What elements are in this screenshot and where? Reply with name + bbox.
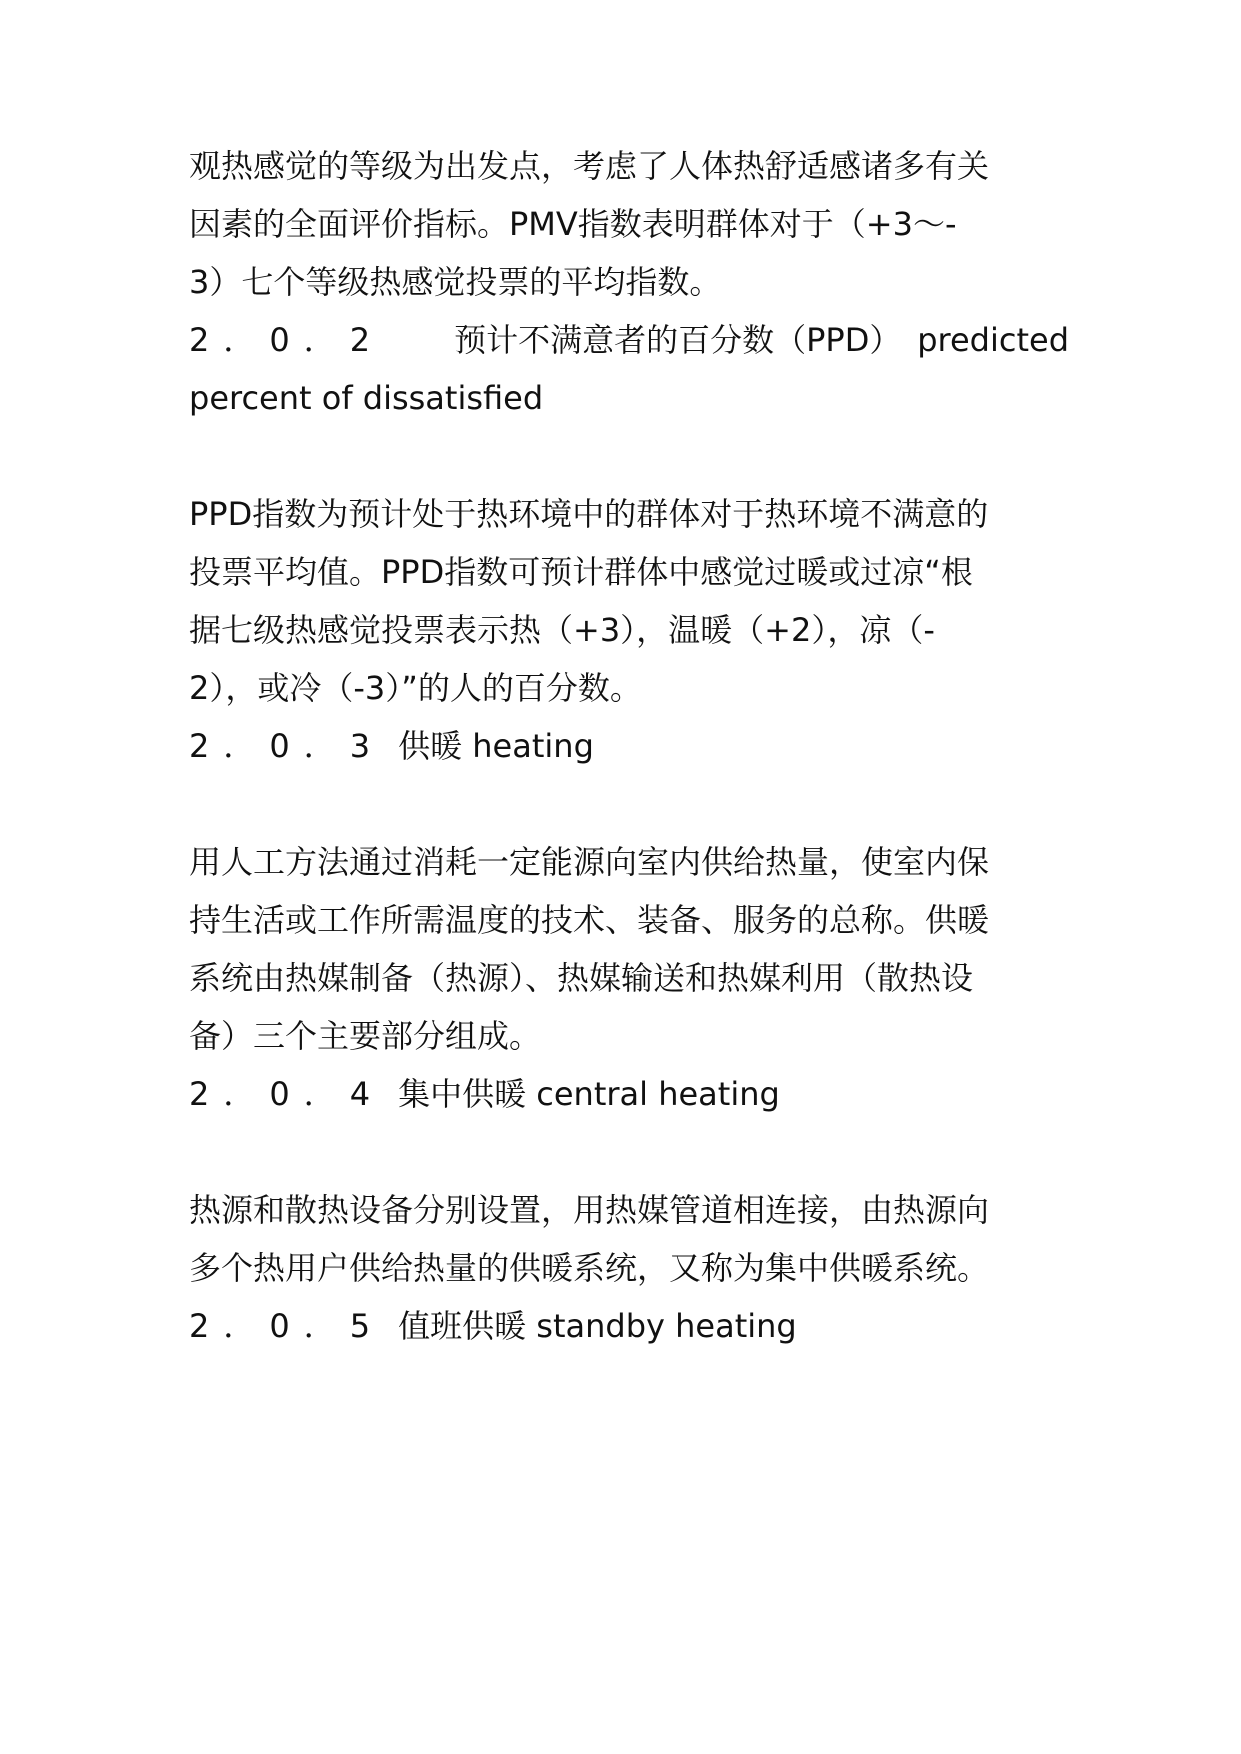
section-number: 2．0．2 [189, 321, 385, 359]
paragraph-line: 用人工方法通过消耗一定能源向室内供给热量，使室内保 [189, 843, 990, 881]
paragraph-line: 备）三个主要部分组成。 [189, 1017, 542, 1055]
section-number: 2．0．4 [189, 1075, 385, 1113]
section-title: 供暖 heating [398, 727, 594, 765]
section-title: 预计不满意者的百分数（PPD） [454, 321, 902, 359]
paragraph-line: 热源和散热设备分别设置，用热媒管道相连接，由热源向 [189, 1191, 990, 1229]
section-heading-2-0-4 [189, 1072, 1069, 1116]
section-title: 集中供暖 central heating [398, 1075, 780, 1113]
section-number: 2．0．5 [189, 1307, 385, 1345]
paragraph-line: 投票平均值。PPD指数可预计群体中感觉过暖或过凉“根 [189, 553, 973, 591]
paragraph-line: 系统由热媒制备（热源）、热媒输送和热媒利用（散热设 [189, 959, 974, 997]
section-heading-2-0-5 [189, 1304, 1069, 1348]
paragraph-line: 因素的全面评价指标。PMV指数表明群体对于（+3～- [189, 205, 957, 243]
paragraph-line: 多个热用户供给热量的供暖系统，又称为集中供暖系统。 [189, 1249, 990, 1287]
section-term: predicted [917, 321, 1069, 359]
section-heading-2-0-2 [189, 318, 1069, 362]
paragraph-line: 据七级热感觉投票表示热（+3），温暖（+2），凉（- [189, 611, 935, 649]
paragraph-line: percent of dissatisfied [189, 379, 544, 417]
paragraph-line: 持生活或工作所需温度的技术、装备、服务的总称。供暖 [189, 901, 990, 939]
paragraph-line: PPD指数为预计处于热环境中的群体对于热环境不满意的 [189, 495, 989, 533]
section-number: 2．0．3 [189, 727, 385, 765]
section-heading-2-0-3 [189, 724, 1069, 768]
paragraph-line: 3）七个等级热感觉投票的平均指数。 [189, 263, 722, 301]
section-title: 值班供暖 standby heating [398, 1307, 797, 1345]
paragraph-line: 观热感觉的等级为出发点，考虑了人体热舒适感诸多有关 [189, 147, 990, 185]
paragraph-line: 2），或冷（-3）”的人的百分数。 [189, 669, 642, 707]
